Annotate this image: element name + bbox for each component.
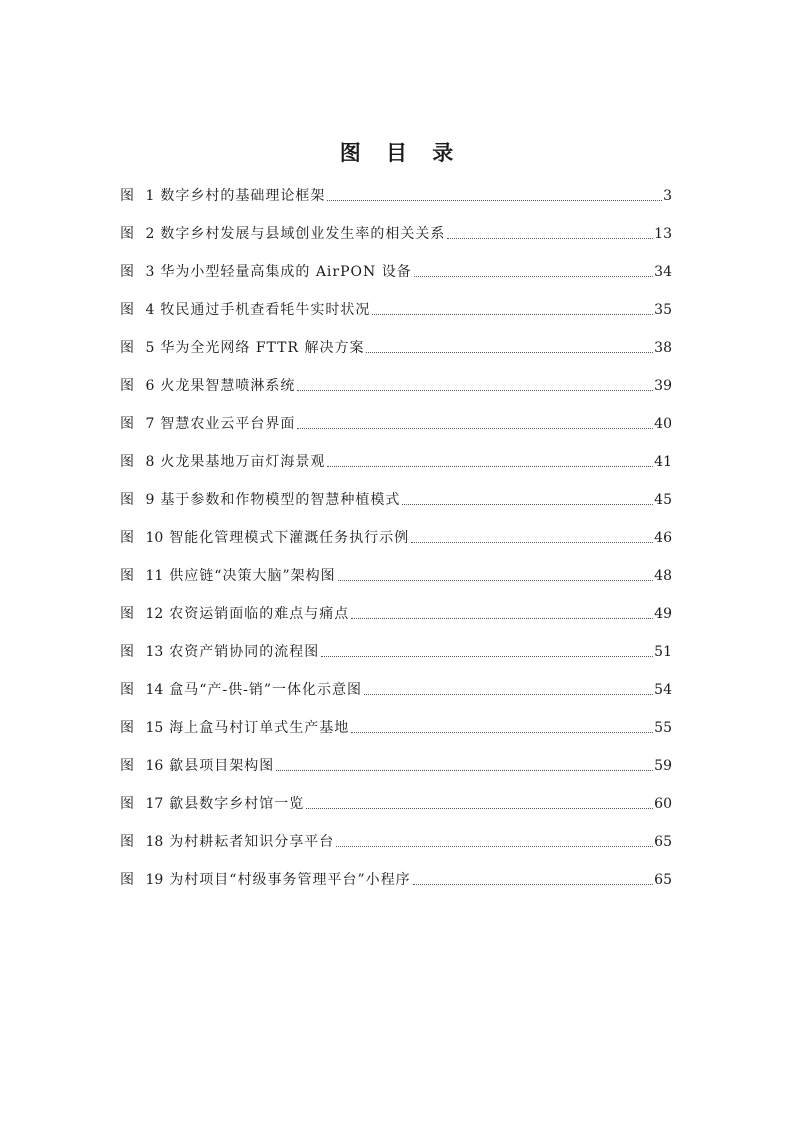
figure-label bbox=[120, 335, 160, 361]
figure-title: 华为全光网络 FTTR 解决方案 bbox=[160, 340, 365, 356]
page-number: 41 bbox=[654, 454, 672, 470]
toc-entry-9[interactable] bbox=[120, 475, 672, 513]
dot-leader bbox=[411, 542, 653, 543]
page-number: 39 bbox=[654, 378, 672, 394]
page-number: 65 bbox=[654, 872, 672, 888]
page-number: 60 bbox=[654, 796, 672, 812]
dot-leader bbox=[321, 656, 653, 657]
figure-title: 数字乡村的基础理论框架 bbox=[160, 188, 326, 204]
dot-leader bbox=[297, 390, 653, 391]
dot-leader bbox=[297, 428, 653, 429]
figure-prefix: 图 bbox=[120, 758, 134, 774]
figure-number: 4 bbox=[145, 302, 155, 318]
figure-title: 农资产销协同的流程图 bbox=[169, 644, 320, 660]
figure-number: 18 bbox=[145, 834, 164, 850]
toc-entry-10[interactable] bbox=[120, 513, 672, 551]
figure-title: 牧民通过手机查看牦牛实时状况 bbox=[160, 302, 371, 318]
toc-entry-13[interactable] bbox=[120, 627, 672, 665]
figure-number: 1 bbox=[145, 188, 155, 204]
figure-label bbox=[120, 829, 169, 855]
figure-prefix: 图 bbox=[120, 682, 134, 698]
figure-label bbox=[120, 563, 169, 589]
figure-prefix: 图 bbox=[120, 416, 134, 432]
toc-entry-4[interactable] bbox=[120, 285, 672, 323]
figure-title: 海上盒马村订单式生产基地 bbox=[169, 720, 350, 736]
figure-title: 智慧农业云平台界面 bbox=[160, 416, 296, 432]
figure-title: 歙县项目架构图 bbox=[169, 758, 275, 774]
figure-number: 15 bbox=[145, 720, 164, 736]
figure-number: 7 bbox=[145, 416, 155, 432]
figure-number: 19 bbox=[145, 872, 164, 888]
page-number: 48 bbox=[654, 568, 672, 584]
toc-entry-16[interactable] bbox=[120, 741, 672, 779]
page-number: 45 bbox=[654, 492, 672, 508]
toc-entry-15[interactable] bbox=[120, 703, 672, 741]
page-number: 38 bbox=[654, 340, 672, 356]
page-number: 49 bbox=[654, 606, 672, 622]
dot-leader bbox=[414, 276, 653, 277]
figure-title: 智能化管理模式下灌溉任务执行示例 bbox=[169, 530, 410, 546]
figure-prefix: 图 bbox=[120, 340, 134, 356]
figure-prefix: 图 bbox=[120, 834, 134, 850]
figure-label bbox=[120, 487, 160, 513]
figure-number: 2 bbox=[145, 226, 155, 242]
figure-number: 6 bbox=[145, 378, 155, 394]
toc-entry-14[interactable] bbox=[120, 665, 672, 703]
figure-number: 14 bbox=[145, 682, 164, 698]
page-number: 54 bbox=[654, 682, 672, 698]
figure-prefix: 图 bbox=[120, 302, 134, 318]
figure-prefix: 图 bbox=[120, 530, 134, 546]
figure-prefix: 图 bbox=[120, 644, 134, 660]
dot-leader bbox=[402, 504, 653, 505]
dot-leader bbox=[372, 314, 653, 315]
figure-list bbox=[120, 171, 672, 893]
page-number: 3 bbox=[663, 188, 672, 204]
figure-title: 火龙果智慧喷淋系统 bbox=[160, 378, 296, 394]
figure-number: 17 bbox=[145, 796, 164, 812]
figure-label bbox=[120, 791, 169, 817]
figure-prefix: 图 bbox=[120, 226, 134, 242]
dot-leader bbox=[413, 884, 654, 885]
dot-leader bbox=[351, 618, 653, 619]
figure-prefix: 图 bbox=[120, 378, 134, 394]
figure-label bbox=[120, 601, 169, 627]
figure-label bbox=[120, 525, 169, 551]
figure-title: 基于参数和作物模型的智慧种植模式 bbox=[160, 492, 401, 508]
figure-prefix: 图 bbox=[120, 264, 134, 280]
figure-prefix: 图 bbox=[120, 568, 134, 584]
figure-prefix: 图 bbox=[120, 796, 134, 812]
dot-leader bbox=[327, 466, 653, 467]
figure-label bbox=[120, 753, 169, 779]
figure-label bbox=[120, 183, 160, 209]
page-number: 13 bbox=[654, 226, 672, 242]
page-number: 51 bbox=[654, 644, 672, 660]
toc-entry-12[interactable] bbox=[120, 589, 672, 627]
figure-title: 华为小型轻量高集成的 AirPON 设备 bbox=[160, 264, 412, 280]
figure-title: 火龙果基地万亩灯海景观 bbox=[160, 454, 326, 470]
dot-leader bbox=[366, 352, 653, 353]
toc-entry-2[interactable] bbox=[120, 209, 672, 247]
figure-title: 为村项目“村级事务管理平台”小程序 bbox=[169, 872, 411, 888]
figure-label bbox=[120, 259, 160, 285]
toc-entry-3[interactable] bbox=[120, 247, 672, 285]
figure-number: 11 bbox=[145, 568, 164, 584]
figure-prefix: 图 bbox=[120, 720, 134, 736]
dot-leader bbox=[327, 200, 662, 201]
toc-entry-7[interactable] bbox=[120, 399, 672, 437]
toc-entry-18[interactable] bbox=[120, 817, 672, 855]
page-title: 图 目 录 bbox=[339, 141, 463, 166]
figure-label bbox=[120, 639, 169, 665]
figure-number: 12 bbox=[145, 606, 164, 622]
figure-number: 8 bbox=[145, 454, 155, 470]
figure-number: 5 bbox=[145, 340, 155, 356]
figure-number: 10 bbox=[145, 530, 164, 546]
figure-title: 为村耕耘者知识分享平台 bbox=[169, 834, 335, 850]
toc-entry-1[interactable] bbox=[120, 171, 672, 209]
figure-prefix: 图 bbox=[120, 454, 134, 470]
figure-prefix: 图 bbox=[120, 606, 134, 622]
figure-label bbox=[120, 297, 160, 323]
dot-leader bbox=[351, 732, 653, 733]
dot-leader bbox=[276, 770, 653, 771]
dot-leader bbox=[336, 846, 653, 847]
figure-number: 9 bbox=[145, 492, 155, 508]
figure-label bbox=[120, 449, 160, 475]
figure-prefix: 图 bbox=[120, 188, 134, 204]
figure-number: 16 bbox=[145, 758, 164, 774]
figure-title: 歙县数字乡村馆一览 bbox=[169, 796, 305, 812]
page-number: 34 bbox=[654, 264, 672, 280]
toc-entry-11[interactable] bbox=[120, 551, 672, 589]
toc-entry-8[interactable] bbox=[120, 437, 672, 475]
figure-label bbox=[120, 411, 160, 437]
figure-number: 3 bbox=[145, 264, 155, 280]
figure-number: 13 bbox=[145, 644, 164, 660]
dot-leader bbox=[447, 238, 653, 239]
figure-label bbox=[120, 867, 169, 893]
page-number: 40 bbox=[654, 416, 672, 432]
dot-leader bbox=[364, 694, 653, 695]
dot-leader bbox=[338, 580, 654, 581]
toc-entry-5[interactable] bbox=[120, 323, 672, 361]
dot-leader bbox=[306, 808, 653, 809]
figure-label bbox=[120, 373, 160, 399]
figure-title: 数字乡村发展与县域创业发生率的相关关系 bbox=[160, 226, 446, 242]
toc-entry-6[interactable] bbox=[120, 361, 672, 399]
figure-label bbox=[120, 715, 169, 741]
figure-title: 盒马“产-供-销”一体化示意图 bbox=[169, 682, 363, 698]
toc-entry-17[interactable] bbox=[120, 779, 672, 817]
figure-title: 供应链“决策大脑”架构图 bbox=[169, 568, 336, 584]
page-number: 35 bbox=[654, 302, 672, 318]
figure-prefix: 图 bbox=[120, 492, 134, 508]
page-number: 46 bbox=[654, 530, 672, 546]
figure-prefix: 图 bbox=[120, 872, 134, 888]
toc-entry-19[interactable] bbox=[120, 855, 672, 893]
figure-label bbox=[120, 221, 160, 247]
page-number: 55 bbox=[654, 720, 672, 736]
figure-title: 农资运销面临的难点与痛点 bbox=[169, 606, 350, 622]
figure-label bbox=[120, 677, 169, 703]
page-number: 65 bbox=[654, 834, 672, 850]
page-number: 59 bbox=[654, 758, 672, 774]
